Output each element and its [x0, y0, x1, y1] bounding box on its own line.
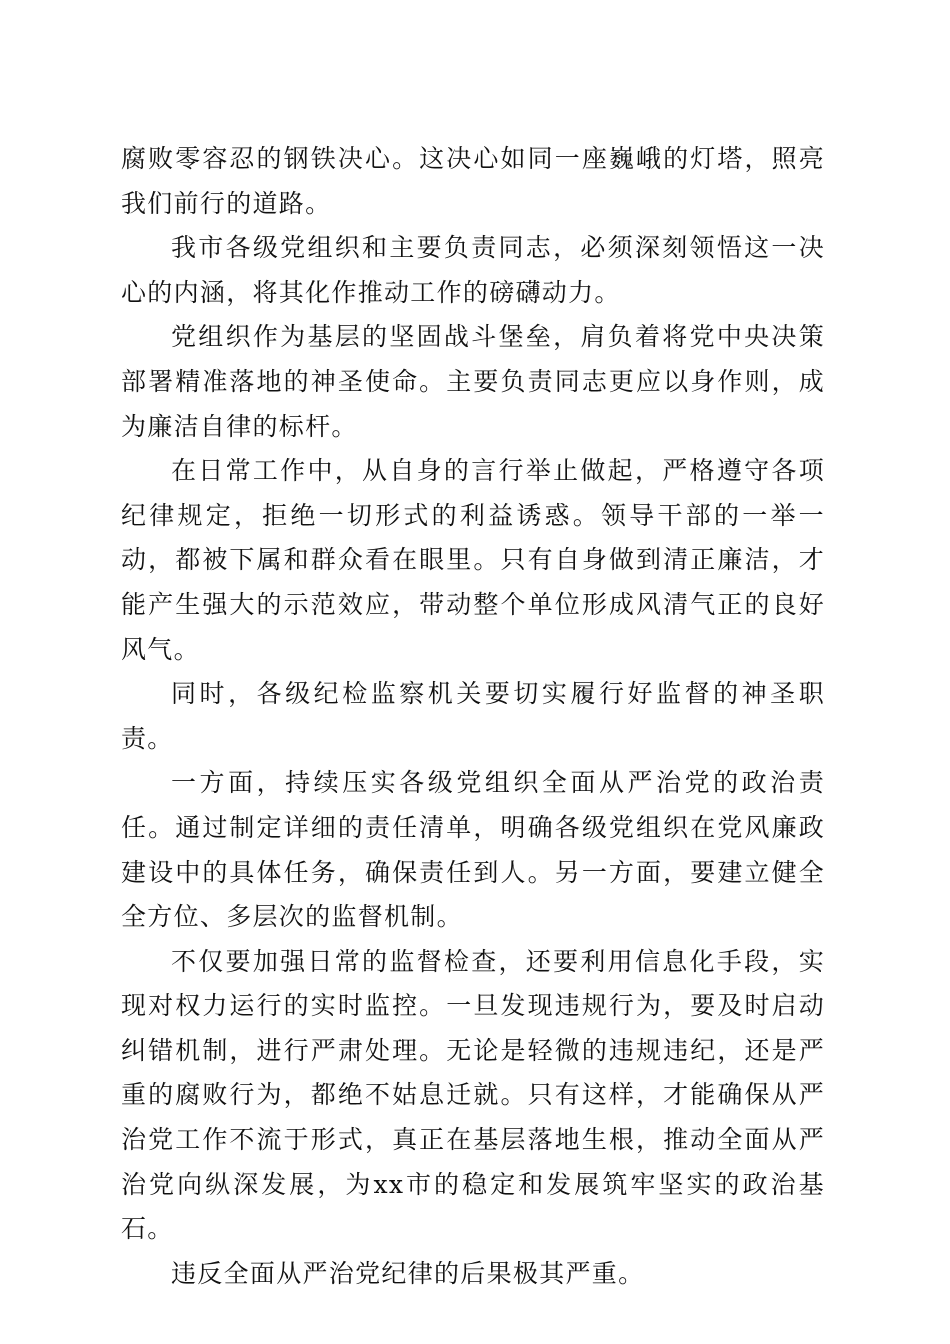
paragraph-2: 我市各级党组织和主要负责同志，必须深刻领悟这一决心的内涵，将其化作推动工作的磅礴动力。: [121, 233, 825, 307]
document-body: [121, 137, 825, 1296]
paragraph-4: 在日常工作中，从自身的言行举止做起，严格遵守各项纪律规定，拒绝一切形式的利益诱惑。领导干部的一举一动，都被下属和群众看在眼里。只有自身做到清正廉洁，才能产生强大的示范效应，带动整个单位形成风清气正的良好风气。: [121, 456, 825, 664]
paragraph-5: 同时，各级纪检监察机关要切实履行好监督的神圣职责。: [121, 679, 825, 753]
paragraph-1: 腐败零容忍的钢铁决心。这决心如同一座巍峨的灯塔，照亮我们前行的道路。: [121, 144, 825, 218]
paragraph-6: 一方面，持续压实各级党组织全面从严治党的政治责任。通过制定详细的责任清单，明确各级党组织在党风廉政建设中的具体任务，确保责任到人。另一方面，要建立健全全方位、多层次的监督机制。: [121, 768, 825, 932]
paragraph-3: 党组织作为基层的坚固战斗堡垒，肩负着将党中央决策部署精准落地的神圣使命。主要负责同志更应以身作则，成为廉洁自律的标杆。: [121, 322, 825, 441]
paragraph-7: 不仅要加强日常的监督检查，还要利用信息化手段，实现对权力运行的实时监控。一旦发现违规行为，要及时启动纠错机制，进行严肃处理。无论是轻微的违规违纪，还是严重的腐败行为，都绝不姑息迁就。只有这样，才能确保从严治党工作不流于形式，真正在基层落地生根，推动全面从严治党向纵深发展，为xx市的稳定和发展筑牢坚实的政治基石。: [121, 946, 825, 1244]
paragraph-8: 违反全面从严治党纪律的后果极其严重。: [171, 1258, 645, 1288]
